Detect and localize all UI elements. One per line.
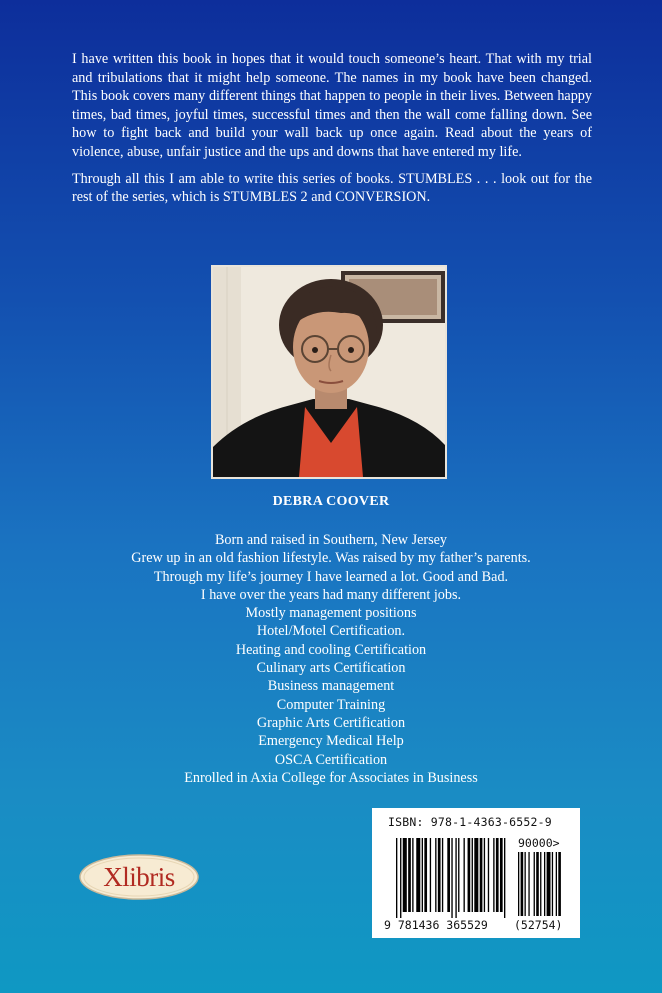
barcode-bar — [442, 838, 443, 912]
barcode-bar — [403, 838, 407, 912]
blurb-paragraph-1: I have written this book in hopes that it would touch someone’s heart. That with my trial and tribulations that it might help someone. The names in my book have been changed. This book covers many different things that happen to people in their lives. Between happy times, bad times, joyful times, successful times and then the wall come falling down. See how to fight back and build your wall back up once again. Read about the years of violence, abuse, unfair justice and the ups and downs that have entered my life. — [72, 51, 592, 160]
barcode-bar — [435, 838, 436, 912]
addon-bar — [540, 852, 541, 916]
bio-line: Computer Training — [276, 696, 386, 713]
isbn-label: ISBN: 978-1-4363-6552-9 — [388, 815, 552, 829]
bio-line: Heating and cooling Certification — [235, 641, 427, 658]
barcode-bar — [424, 838, 427, 912]
barcode-bar — [464, 838, 465, 912]
addon-bar — [528, 852, 529, 916]
addon-bar — [556, 852, 557, 916]
ean-digits: 9 781436 365529 — [384, 918, 488, 932]
barcode-bar — [416, 838, 420, 912]
barcode-bar — [447, 838, 450, 912]
bio-line: OSCA Certification — [274, 751, 388, 768]
bio-line: Mostly management positions — [245, 605, 417, 622]
isbn-barcode — [372, 808, 580, 938]
bio-line: I have over the years had many different jobs. — [200, 586, 462, 603]
barcode-bar — [422, 838, 423, 912]
author-name: DEBRA COOVER — [272, 494, 390, 509]
barcode-bar — [474, 838, 478, 912]
bio-line: Emergency Medical Help — [258, 733, 404, 750]
bio-line: Grew up in an old fashion lifestyle. Was raised by my father’s parents. — [131, 550, 531, 567]
addon-bar — [544, 852, 545, 916]
bio-line: Born and raised in Southern, New Jersey — [214, 532, 448, 548]
bio-line: Enrolled in Axia College for Associates in Business — [184, 769, 478, 786]
author-portrait-image — [213, 267, 445, 477]
addon-bar — [547, 852, 551, 916]
barcode-bar — [472, 838, 473, 912]
addon-bar — [552, 852, 553, 916]
barcode-bar — [455, 838, 456, 918]
blurb-paragraph-2: Through all this I am able to write this series of books. STUMBLES . . . look out for the rest of the series, which is STUMBLES 2 and CONVERSION. — [72, 170, 592, 206]
back-cover-blurb — [72, 50, 592, 215]
addon-bar — [518, 852, 519, 916]
bio-line: Culinary arts Certification — [256, 660, 406, 677]
barcode-bar — [451, 838, 452, 918]
barcode-bar — [480, 838, 483, 912]
addon-bar — [536, 852, 539, 916]
barcode-bar — [468, 838, 471, 912]
barcode-bar — [396, 838, 397, 918]
barcode-bar — [500, 838, 503, 912]
bio-line: Graphic Arts Certification — [256, 714, 406, 731]
price-code: 90000> — [518, 836, 560, 850]
publisher-logo-text: Xlibris — [103, 861, 175, 892]
barcode-bar — [400, 838, 401, 918]
author-photo — [211, 265, 447, 479]
barcode-bar — [484, 838, 485, 912]
barcode-bar — [430, 838, 431, 912]
barcode-bar — [412, 838, 413, 912]
barcode-bar — [493, 838, 494, 912]
barcode-bar — [438, 838, 441, 912]
addon-bar — [534, 852, 535, 916]
bio-line: Hotel/Motel Certification. — [256, 623, 406, 640]
addon-digits: (52754) — [514, 918, 563, 932]
bio-line: Business management — [267, 678, 395, 695]
addon-bar — [525, 852, 526, 916]
publisher-logo — [78, 852, 200, 902]
addon-bar — [558, 852, 561, 916]
addon-bar — [521, 852, 524, 916]
author-bio — [0, 531, 662, 787]
barcode-bar — [408, 838, 411, 912]
barcode-bar — [488, 838, 489, 912]
bio-line: Through my life’s journey I have learned a lot. Good and Bad. — [153, 568, 509, 585]
barcode-bar — [496, 838, 499, 912]
barcode-bar — [504, 838, 505, 918]
barcode-bar — [458, 838, 459, 912]
